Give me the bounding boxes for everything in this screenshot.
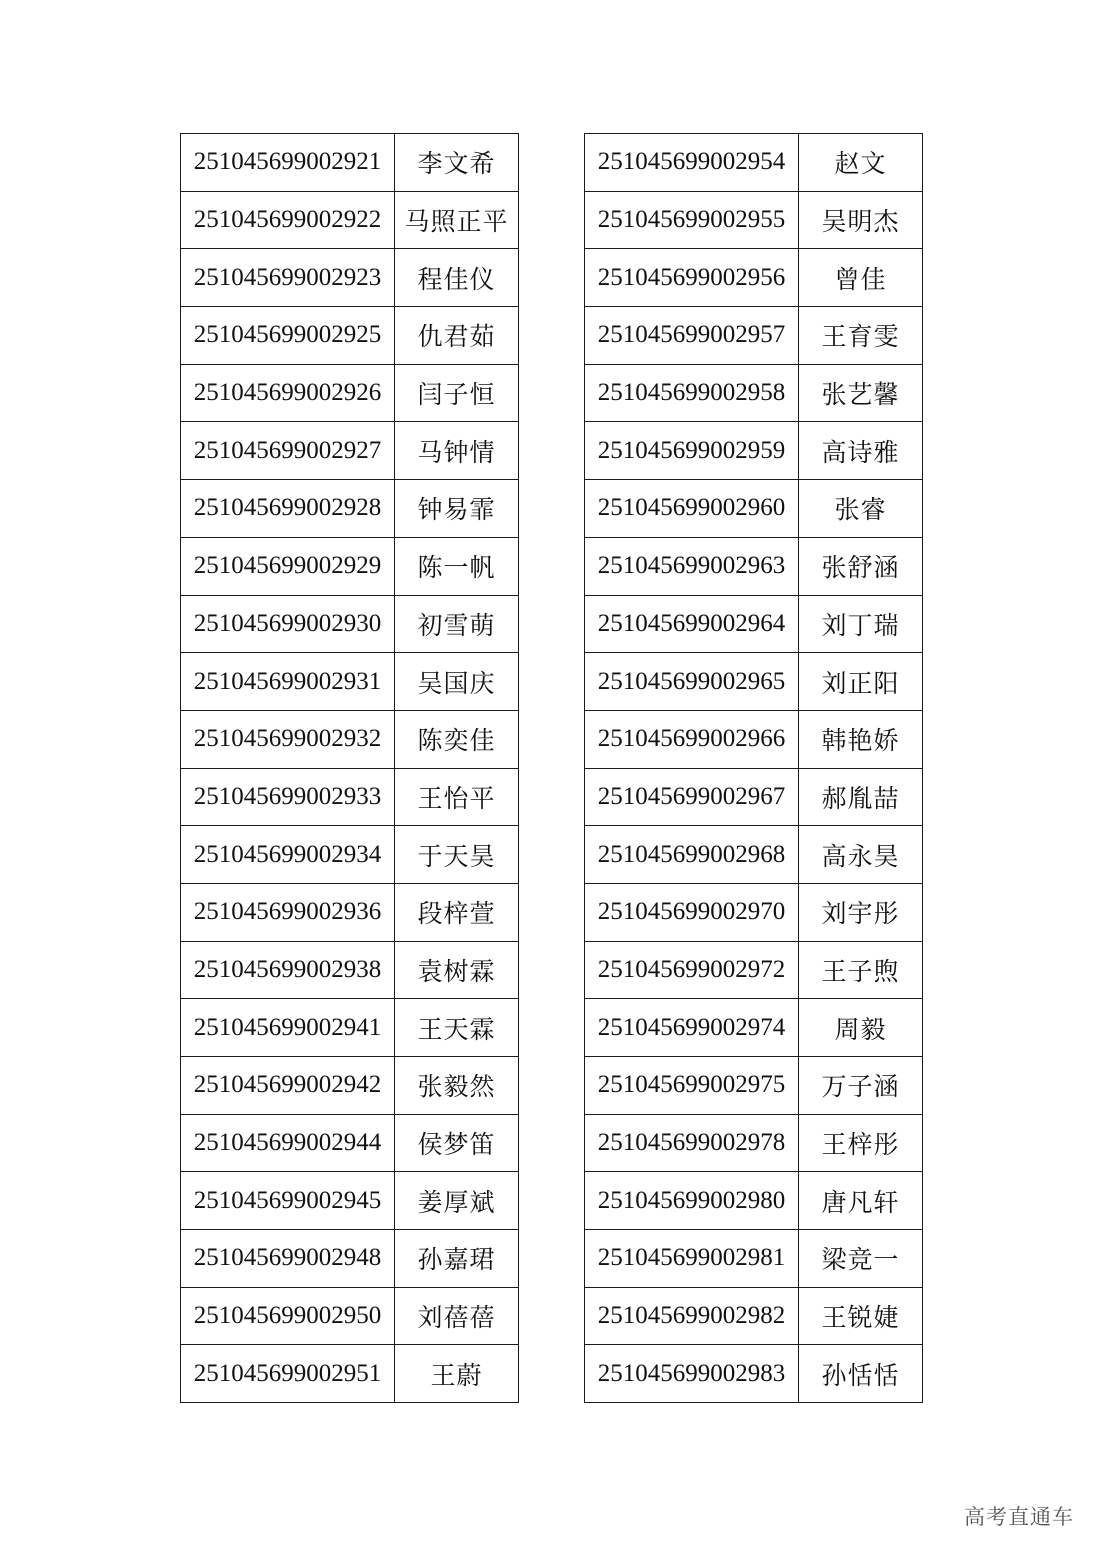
- candidate-id-cell: 251045699002942: [181, 1057, 395, 1115]
- table-row: [585, 537, 923, 595]
- candidate-id-cell: 251045699002948: [181, 1230, 395, 1288]
- candidate-id-cell: 251045699002964: [585, 595, 799, 653]
- table-row: [181, 1345, 519, 1403]
- candidate-id-cell: 251045699002980: [585, 1172, 799, 1230]
- candidate-id-cell: 251045699002950: [181, 1287, 395, 1345]
- candidate-name-cell: 张毅然: [395, 1057, 519, 1115]
- candidate-id-cell: 251045699002936: [181, 883, 395, 941]
- candidate-name-cell: 李文希: [395, 134, 519, 192]
- candidate-name-cell: 袁树霖: [395, 941, 519, 999]
- candidate-name-cell: 仇君茹: [395, 307, 519, 365]
- candidate-name-cell: 孙嘉珺: [395, 1230, 519, 1288]
- table-row: [181, 364, 519, 422]
- table-row: [181, 999, 519, 1057]
- candidate-name-cell: 王梓彤: [799, 1114, 923, 1172]
- candidate-id-cell: 251045699002930: [181, 595, 395, 653]
- candidate-name-cell: 高永昊: [799, 826, 923, 884]
- roster-left-body: [181, 134, 519, 1403]
- candidate-name-cell: 闫子恒: [395, 364, 519, 422]
- table-row: [181, 537, 519, 595]
- table-row: [585, 134, 923, 192]
- candidate-id-cell: 251045699002968: [585, 826, 799, 884]
- table-row: [585, 1057, 923, 1115]
- table-row: [585, 883, 923, 941]
- candidate-name-cell: 周毅: [799, 999, 923, 1057]
- candidate-id-cell: 251045699002927: [181, 422, 395, 480]
- candidate-id-cell: 251045699002974: [585, 999, 799, 1057]
- candidate-id-cell: 251045699002960: [585, 480, 799, 538]
- table-row: [181, 134, 519, 192]
- candidate-name-cell: 刘正阳: [799, 653, 923, 711]
- candidate-id-cell: 251045699002925: [181, 307, 395, 365]
- candidate-id-cell: 251045699002929: [181, 537, 395, 595]
- candidate-id-cell: 251045699002955: [585, 191, 799, 249]
- table-row: [585, 768, 923, 826]
- watermark-text: 高考直通车: [964, 1505, 1074, 1529]
- table-row: [585, 249, 923, 307]
- candidate-id-cell: 251045699002970: [585, 883, 799, 941]
- candidate-id-cell: 251045699002951: [181, 1345, 395, 1403]
- table-row: [181, 941, 519, 999]
- candidate-name-cell: 赵文: [799, 134, 923, 192]
- candidate-name-cell: 于天昊: [395, 826, 519, 884]
- table-row: [181, 191, 519, 249]
- candidate-id-cell: 251045699002975: [585, 1057, 799, 1115]
- candidate-name-cell: 孙恬恬: [799, 1345, 923, 1403]
- candidate-id-cell: 251045699002966: [585, 710, 799, 768]
- candidate-name-cell: 陈奕佳: [395, 710, 519, 768]
- table-row: [181, 1057, 519, 1115]
- candidate-name-cell: 张睿: [799, 480, 923, 538]
- candidate-name-cell: 刘蓓蓓: [395, 1287, 519, 1345]
- candidate-name-cell: 马钟情: [395, 422, 519, 480]
- table-row: [585, 1172, 923, 1230]
- table-row: [181, 422, 519, 480]
- table-row: [585, 1230, 923, 1288]
- candidate-id-cell: 251045699002978: [585, 1114, 799, 1172]
- candidate-id-cell: 251045699002965: [585, 653, 799, 711]
- table-row: [181, 883, 519, 941]
- table-row: [585, 653, 923, 711]
- candidate-id-cell: 251045699002981: [585, 1230, 799, 1288]
- table-row: [181, 768, 519, 826]
- table-row: [585, 710, 923, 768]
- candidate-id-cell: 251045699002926: [181, 364, 395, 422]
- candidate-name-cell: 韩艳娇: [799, 710, 923, 768]
- candidate-id-cell: 251045699002944: [181, 1114, 395, 1172]
- table-row: [181, 480, 519, 538]
- candidate-id-cell: 251045699002923: [181, 249, 395, 307]
- candidate-name-cell: 王蔚: [395, 1345, 519, 1403]
- candidate-name-cell: 王育雯: [799, 307, 923, 365]
- table-row: [585, 307, 923, 365]
- candidate-name-cell: 钟易霏: [395, 480, 519, 538]
- candidate-id-cell: 251045699002954: [585, 134, 799, 192]
- candidate-id-cell: 251045699002941: [181, 999, 395, 1057]
- candidate-name-cell: 姜厚斌: [395, 1172, 519, 1230]
- candidate-id-cell: 251045699002967: [585, 768, 799, 826]
- table-row: [181, 595, 519, 653]
- candidate-name-cell: 陈一帆: [395, 537, 519, 595]
- candidate-id-cell: 251045699002921: [181, 134, 395, 192]
- roster-right-body: [585, 134, 923, 1403]
- candidate-name-cell: 王怡平: [395, 768, 519, 826]
- candidate-id-cell: 251045699002931: [181, 653, 395, 711]
- candidate-name-cell: 梁竞一: [799, 1230, 923, 1288]
- table-row: [585, 595, 923, 653]
- candidate-name-cell: 张艺馨: [799, 364, 923, 422]
- table-row: [181, 1114, 519, 1172]
- table-row: [181, 249, 519, 307]
- table-row: [585, 364, 923, 422]
- candidate-name-cell: 王锐婕: [799, 1287, 923, 1345]
- table-row: [181, 1230, 519, 1288]
- candidate-id-cell: 251045699002932: [181, 710, 395, 768]
- candidate-name-cell: 高诗雅: [799, 422, 923, 480]
- candidate-id-cell: 251045699002934: [181, 826, 395, 884]
- candidate-name-cell: 程佳仪: [395, 249, 519, 307]
- table-row: [181, 826, 519, 884]
- candidate-name-cell: 马照正平: [395, 191, 519, 249]
- candidate-id-cell: 251045699002963: [585, 537, 799, 595]
- table-row: [585, 999, 923, 1057]
- table-row: [181, 1287, 519, 1345]
- candidate-name-cell: 郝胤喆: [799, 768, 923, 826]
- candidate-id-cell: 251045699002956: [585, 249, 799, 307]
- candidate-id-cell: 251045699002922: [181, 191, 395, 249]
- table-row: [585, 422, 923, 480]
- candidate-name-cell: 侯梦笛: [395, 1114, 519, 1172]
- roster-table-right: [584, 133, 923, 1403]
- candidate-id-cell: 251045699002928: [181, 480, 395, 538]
- candidate-id-cell: 251045699002982: [585, 1287, 799, 1345]
- table-row: [585, 1345, 923, 1403]
- candidate-name-cell: 王子煦: [799, 941, 923, 999]
- table-row: [585, 191, 923, 249]
- candidate-id-cell: 251045699002983: [585, 1345, 799, 1403]
- candidate-id-cell: 251045699002959: [585, 422, 799, 480]
- candidate-name-cell: 王天霖: [395, 999, 519, 1057]
- table-row: [181, 1172, 519, 1230]
- table-row: [585, 1287, 923, 1345]
- table-row: [181, 307, 519, 365]
- candidate-id-cell: 251045699002958: [585, 364, 799, 422]
- table-row: [181, 710, 519, 768]
- candidate-id-cell: 251045699002945: [181, 1172, 395, 1230]
- roster-table-left: [180, 133, 519, 1403]
- candidate-name-cell: 曾佳: [799, 249, 923, 307]
- candidate-id-cell: 251045699002957: [585, 307, 799, 365]
- candidate-name-cell: 吴国庆: [395, 653, 519, 711]
- candidate-name-cell: 刘宇彤: [799, 883, 923, 941]
- candidate-name-cell: 万子涵: [799, 1057, 923, 1115]
- candidate-name-cell: 张舒涵: [799, 537, 923, 595]
- candidate-name-cell: 唐凡轩: [799, 1172, 923, 1230]
- candidate-name-cell: 初雪萌: [395, 595, 519, 653]
- candidate-id-cell: 251045699002972: [585, 941, 799, 999]
- table-row: [585, 480, 923, 538]
- table-row: [585, 826, 923, 884]
- candidate-id-cell: 251045699002933: [181, 768, 395, 826]
- table-row: [181, 653, 519, 711]
- candidate-name-cell: 刘丁瑞: [799, 595, 923, 653]
- table-row: [585, 941, 923, 999]
- candidate-name-cell: 段梓萱: [395, 883, 519, 941]
- table-row: [585, 1114, 923, 1172]
- candidate-name-cell: 吴明杰: [799, 191, 923, 249]
- candidate-id-cell: 251045699002938: [181, 941, 395, 999]
